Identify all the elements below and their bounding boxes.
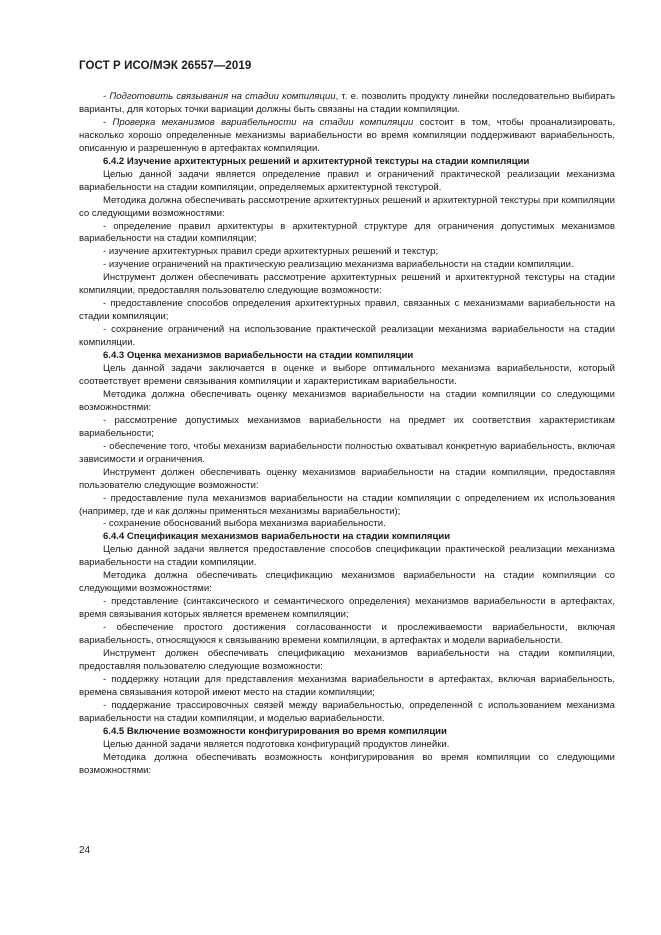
paragraph <box>79 544 615 570</box>
paragraph <box>79 169 615 195</box>
block-text: изучение архитектурных правил среди архитектурных решений и текстур; <box>108 246 439 258</box>
block-text: Инструмент должен обеспечивать рассмотрение архитектурных решений и архитектурной текстуры на стадии компиляции, предоставляя пользователю следующие возможности: <box>79 272 615 297</box>
paragraph <box>79 272 615 298</box>
block-text: Целью данной задачи является предоставление способов спецификации практической реализации механизма вариабельности на стадии компиляции. <box>79 544 615 569</box>
block-text: обеспечение простого достижения согласованности и прослеживаемости вариабельности, включая вариабельность, относящуюся к связыванию времени компиляции, в артефактах и модели вариабельности. <box>79 622 615 647</box>
list-item: - представление (синтаксического и семантического определения) механизмов вариабельности в артефактах, время связывания которых является временем компиляции; <box>79 596 615 621</box>
paragraph <box>79 570 615 596</box>
block-text: , т. е. позволить продукту линейки последовательно выбирать варианты, для которых точки вариации должны быть связаны на стадии компиляции. <box>79 91 615 115</box>
paragraph <box>79 467 615 493</box>
list-item: - Подготовить связывания на стадии компиляции, т. е. позволить продукту линейки последовательно выбирать варианты, для которых точки вариации должны быть связаны на стадии компиляции. <box>79 91 615 115</box>
emphasized-term: Подготовить связывания на стадии компиляции <box>109 91 336 102</box>
block-text: Цель данной задачи заключается в оценке и выборе оптимального механизма вариабельности, который соответствует времени связывания компиляции и характеристикам вариабельности. <box>79 363 615 387</box>
block-text: сохранение ограничений на использование практической реализации механизма вариабельности на стадии компиляции. <box>79 324 615 349</box>
list-item: - предоставление пула механизмов вариабельности на стадии компиляции с определением их использования (например, где и как должны применяться механизмы вариабельности); <box>79 492 615 517</box>
block-text: 6.4.3 Оценка механизмов вариабельности на стадии компиляции <box>103 350 414 362</box>
block-text: поддержание трассировочных связей между вариабельностью, определенной с использованием механизма вариабельности на стадии компиляции, и моделью вариабельности. <box>79 699 615 724</box>
list-item: - изучение ограничений на практическую реализацию механизма вариабельности на стадии компиляции. <box>103 259 574 271</box>
list-item: - сохранение ограничений на использование практической реализации механизма вариабельности на стадии компиляции. <box>79 324 615 349</box>
list-item: - поддержку нотации для представления механизма вариабельности в артефактах, включая вариабельность, времена связывания которой имеют место на стадии компиляции; <box>79 673 615 698</box>
paragraph <box>79 739 615 752</box>
block-text: предоставление способов определения архитектурных правил, связанных с механизмами вариабельности на стадии компиляции; <box>79 298 615 323</box>
block-text: состоит в том, чтобы проанализировать, насколько хорошо определенные механизмы вариабельности во время компиляции поддерживают вариабельность, описанную и разрешенную в артефактах компиляции. <box>79 116 615 154</box>
block-text: Инструмент должен обеспечивать спецификацию механизмов вариабельности на стадии компиляции, предоставляя пользователю следующие возможности: <box>79 647 615 672</box>
block-text: Методика должна обеспечивать оценку механизмов вариабельности на стадии компиляции со следующими возможностями: <box>79 388 615 413</box>
block-text: 6.4.4 Спецификация механизмов вариабельности на стадии компиляции <box>103 531 451 543</box>
block-text: рассмотрение допустимых механизмов вариабельности на предмет их соответствия характеристикам вариабельности; <box>79 414 615 439</box>
page-number: 24 <box>79 845 91 856</box>
block-text: Методика должна обеспечивать возможность конфигурирования во время компиляции со следующими возможностями: <box>79 751 615 776</box>
paragraph <box>79 648 615 674</box>
paragraph <box>79 363 615 389</box>
list-item: - сохранение обоснований выбора механизма вариабельности. <box>103 518 386 530</box>
section-heading <box>79 726 615 739</box>
block-text: обеспечение того, чтобы механизм вариабельности полностью охватывал конкретную вариабельность, включая зависимости и ограничения. <box>79 440 615 465</box>
block-text: Методика должна обеспечивать спецификацию механизмов вариабельности на стадии компиляции со следующими возможностями: <box>79 570 615 595</box>
block-text: предоставление пула механизмов вариабельности на стадии компиляции с определением их использования (например, где и как должны применяться механизмы вариабельности); <box>79 492 615 517</box>
block-text: сохранение обоснований выбора механизма вариабельности. <box>108 518 386 530</box>
section-heading <box>79 156 615 169</box>
list-item: - изучение архитектурных правил среди архитектурных решений и текстур; <box>103 246 439 258</box>
block-text: определение правил архитектуры в архитектурной структуре для ограничения допустимых механизмов вариабельности на стадии компиляции; <box>79 220 615 245</box>
block-text: поддержку нотации для представления механизма вариабельности в артефактах, включая вариабельность, времена связывания которой имеют место на стадии компиляции; <box>79 673 615 698</box>
document-header: ГОСТ Р ИСО/МЭК 26557—2019 <box>79 60 252 72</box>
emphasized-term: Проверка механизмов вариабельности на стадии компиляции <box>112 116 414 128</box>
list-item: - обеспечение того, чтобы механизм вариабельности полностью охватывал конкретную вариабельность, включая зависимости и ограничения. <box>79 440 615 465</box>
list-item: - рассмотрение допустимых механизмов вариабельности на предмет их соответствия характеристикам вариабельности; <box>79 414 615 439</box>
block-text: Целью данной задачи является подготовка конфигураций продуктов линейки. <box>103 738 450 750</box>
block-text: Методика должна обеспечивать рассмотрение архитектурных решений и архитектурной текстуры при компиляции со следующими возможностями: <box>79 194 615 219</box>
block-text: Инструмент должен обеспечивать оценку механизмов вариабельности на стадии компиляции, предоставляя пользователю следующие возможности: <box>79 466 615 491</box>
section-heading <box>79 350 615 363</box>
paragraph <box>79 389 615 415</box>
list-item: - Проверка механизмов вариабельности на стадии компиляции состоит в том, чтобы проанализировать, насколько хорошо определенные механизмы вариабельности во время компиляции поддерживают вариабельность, описанную и разрешенную в артефактах компиляции. <box>79 116 615 154</box>
block-text: 6.4.2 Изучение архитектурных решений и архитектурной текстуры на стадии компиляции <box>103 155 530 167</box>
block-text: изучение ограничений на практическую реализацию механизма вариабельности на стадии компиляции. <box>108 259 574 271</box>
block-text: 6.4.5 Включение возможности конфигурирования во время компиляции <box>103 725 447 737</box>
block-text: Целью данной задачи является определение правил и ограничений практической реализации механизма вариабельности на стадии компиляции, определяемых архитектурной текстурой. <box>79 168 615 193</box>
list-item: - определение правил архитектуры в архитектурной структуре для ограничения допустимых механизмов вариабельности на стадии компиляции; <box>79 220 615 245</box>
paragraph <box>79 195 615 221</box>
list-item: - поддержание трассировочных связей между вариабельностью, определенной с использованием механизма вариабельности на стадии компиляции, и моделью вариабельности. <box>79 699 615 724</box>
document-body <box>79 91 615 778</box>
paragraph <box>79 752 615 778</box>
section-heading <box>79 531 615 544</box>
block-text: представление (синтаксического и семантического определения) механизмов вариабельности в артефактах, время связывания которых является временем компиляции; <box>79 596 615 621</box>
list-item: - предоставление способов определения архитектурных правил, связанных с механизмами вариабельности на стадии компиляции; <box>79 298 615 323</box>
list-item: - обеспечение простого достижения согласованности и прослеживаемости вариабельности, включая вариабельность, относящуюся к связыванию времени компиляции, в артефактах и модели вариабельности. <box>79 622 615 647</box>
